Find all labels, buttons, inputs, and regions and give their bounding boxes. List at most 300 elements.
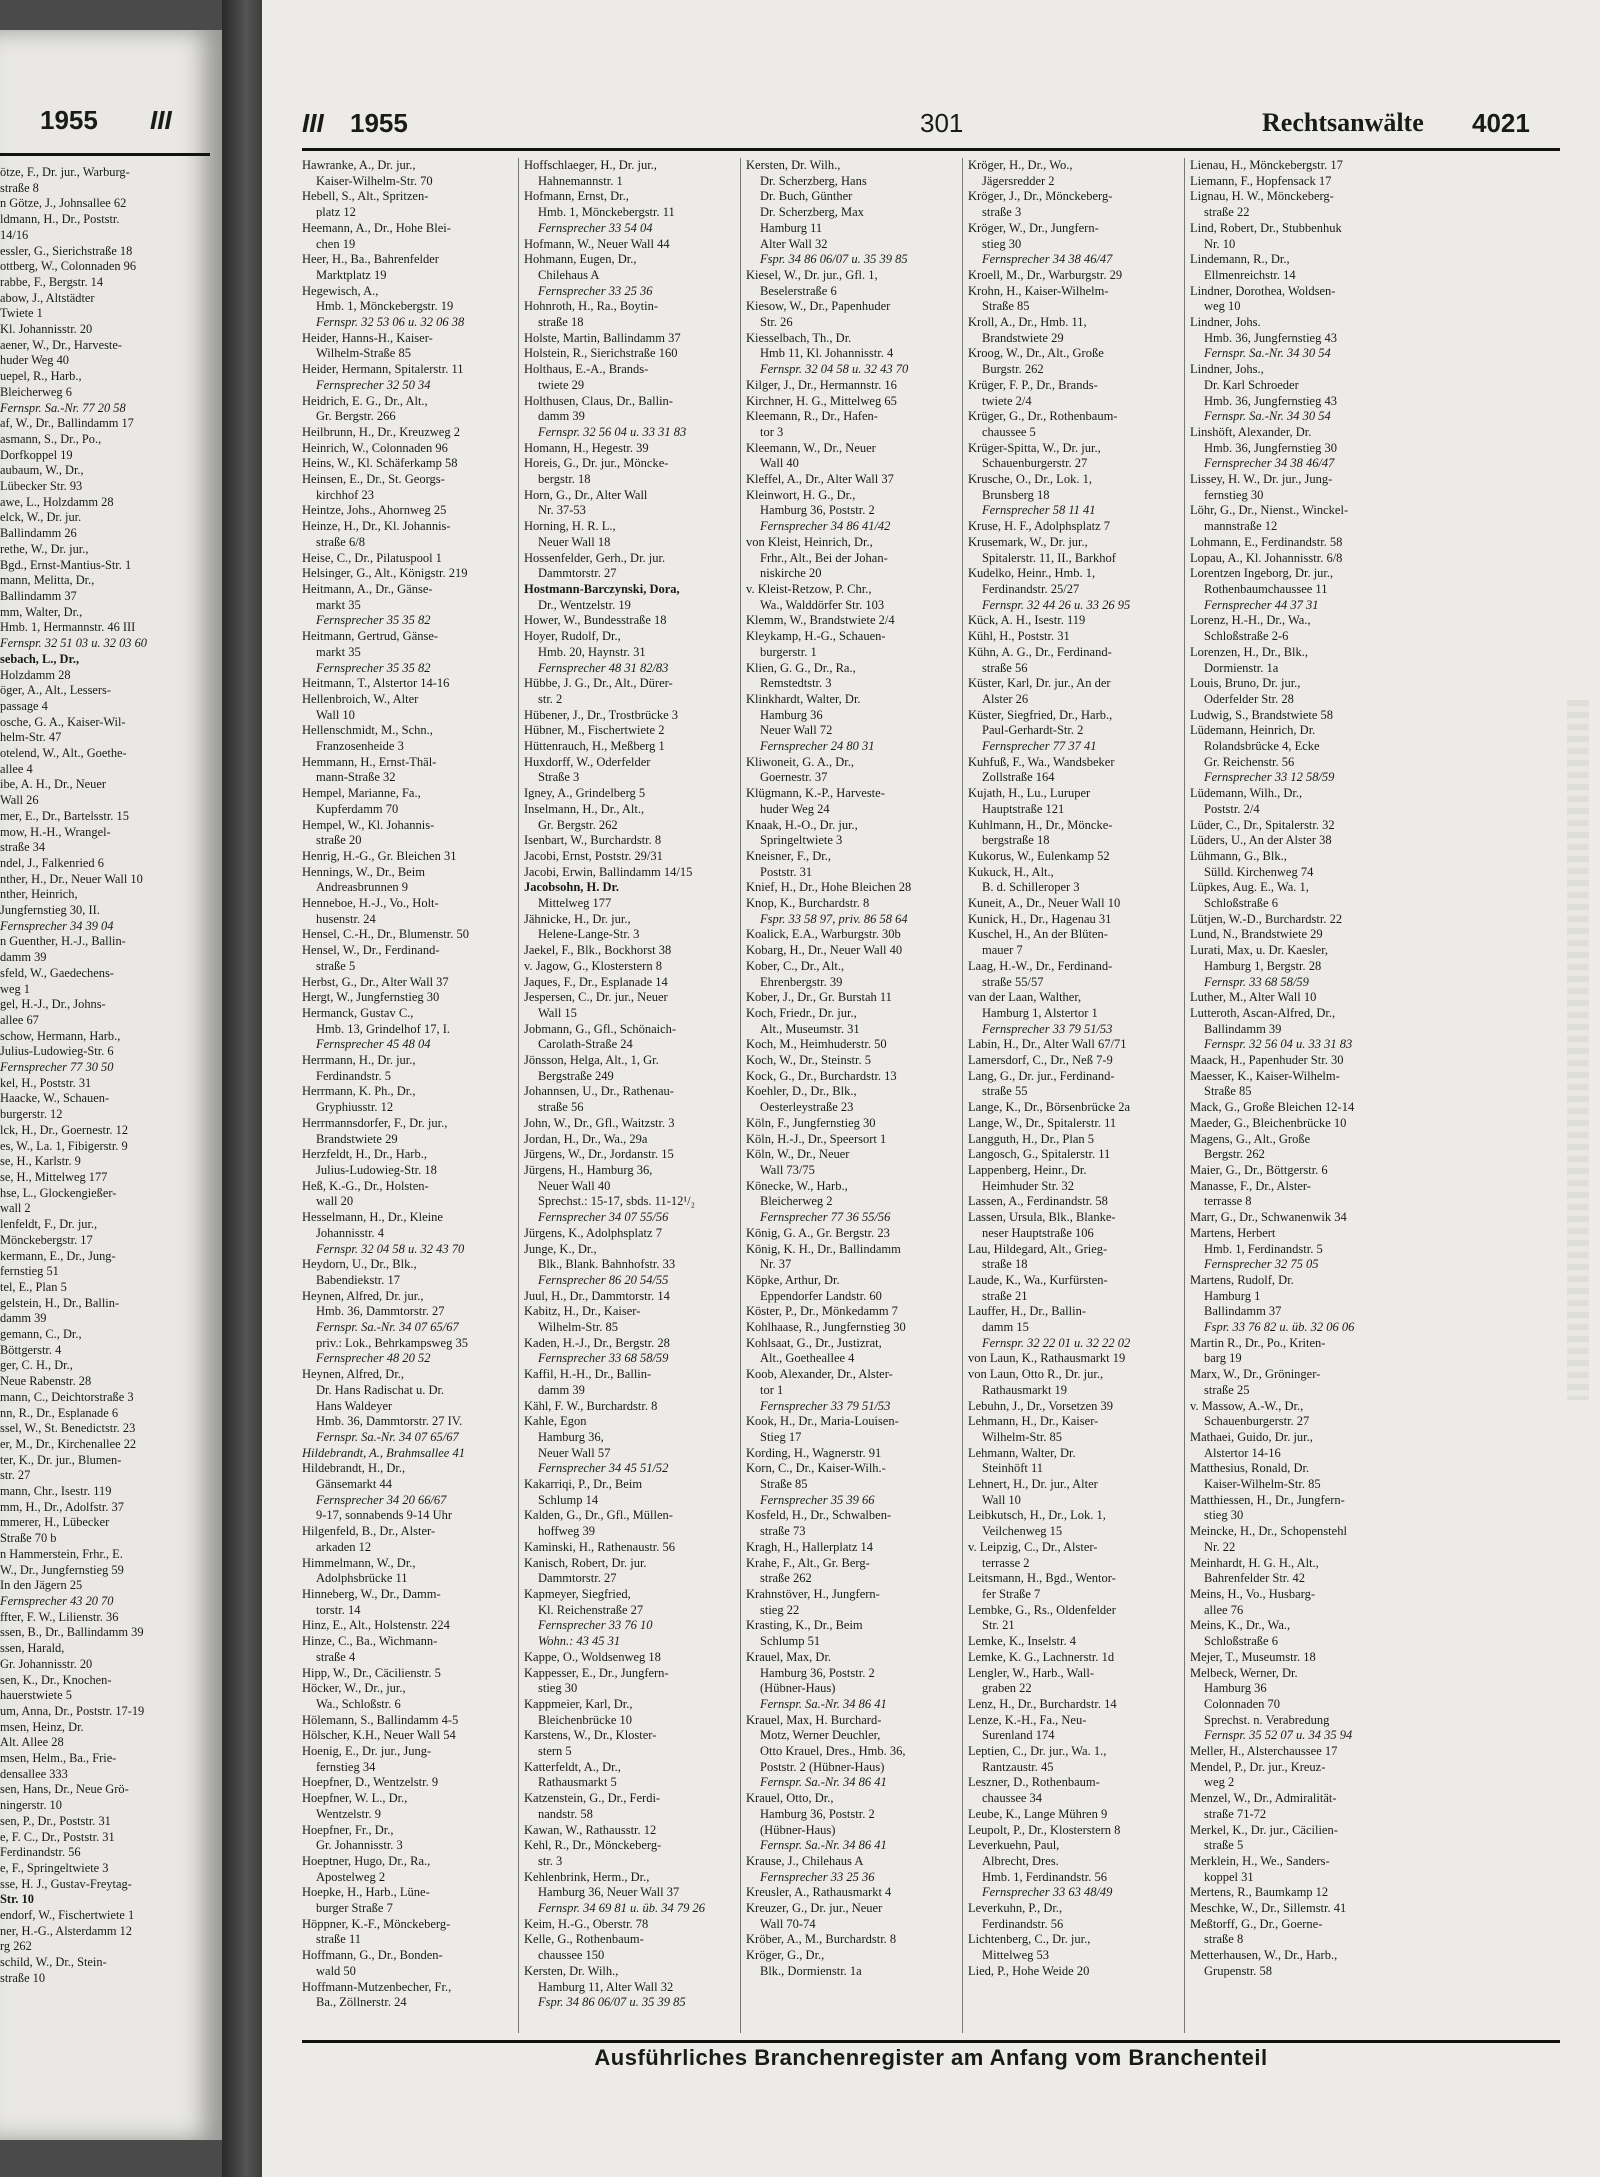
directory-entry-line: Hmb. 36, Jungfernstieg 43 bbox=[1204, 330, 1337, 345]
directory-entry-line: hse, L., Glockengießer- bbox=[0, 1185, 117, 1200]
directory-entry-line: Kreuzer, G., Dr. jur., Neuer bbox=[746, 1901, 883, 1916]
directory-entry-line: Koob, Alexander, Dr., Alster- bbox=[746, 1367, 893, 1382]
directory-entry-line: es, W., La. 1, Fibigerstr. 9 bbox=[0, 1138, 128, 1153]
directory-entry-line: Meßtorff, G., Dr., Goerne- bbox=[1190, 1916, 1323, 1931]
directory-entry-line: ffter, F. W., Lilienstr. 36 bbox=[0, 1609, 119, 1624]
directory-entry-line: stieg 30 bbox=[538, 1681, 578, 1696]
directory-entry-line: Jürgens, K., Adolphsplatz 7 bbox=[524, 1225, 662, 1240]
directory-entry-line: Straße 70 b bbox=[0, 1531, 57, 1546]
header-rule bbox=[302, 148, 1560, 151]
directory-entry-line: Köln, F., Jungfernstieg 30 bbox=[746, 1115, 876, 1130]
directory-entry-line: Hmb. 1, Mönckebergstr. 19 bbox=[316, 299, 454, 314]
directory-entry-line: Liemann, F., Hopfensack 17 bbox=[1190, 173, 1332, 188]
directory-entry-line: Hmb. 1, Ferdinandstr. 5 bbox=[1204, 1241, 1323, 1256]
directory-entry-line: Heinsen, E., Dr., St. Georgs- bbox=[302, 472, 445, 487]
directory-entry-line: Schauenburgerstr. 27 bbox=[1204, 1414, 1310, 1429]
directory-entry-line: ldmann, H., Dr., Poststr. bbox=[0, 212, 120, 227]
directory-entry-line: Wall 15 bbox=[538, 1005, 577, 1020]
directory-entry-line: Langosch, G., Spitalerstr. 11 bbox=[968, 1147, 1111, 1162]
directory-entry-line: straße 20 bbox=[316, 833, 362, 848]
directory-entry-line: Herzfeldt, H., Dr., Harb., bbox=[302, 1147, 427, 1162]
directory-entry-line: Meins, K., Dr., Wa., bbox=[1190, 1618, 1291, 1633]
directory-entry-line: Jordan, H., Dr., Wa., 29a bbox=[524, 1131, 648, 1146]
directory-entry-line: stieg 30 bbox=[1204, 1508, 1244, 1523]
directory-entry-line: Fernsprecher 44 37 31 bbox=[1204, 597, 1319, 612]
directory-entry-line: Fernsprecher 48 31 82/83 bbox=[538, 660, 669, 675]
directory-entry-line: Wa., Schloßstr. 6 bbox=[316, 1696, 401, 1711]
directory-entry-line: n Guenther, H.-J., Ballin- bbox=[0, 934, 126, 949]
directory-entry-line: Hoepfner, Fr., Dr., bbox=[302, 1822, 394, 1837]
directory-entry-line: Hamburg 36, Neuer Wall 37 bbox=[538, 1885, 680, 1900]
directory-entry-line: nther, H., Dr., Neuer Wall 10 bbox=[0, 871, 143, 886]
directory-entry-line: straße 73 bbox=[760, 1524, 806, 1539]
directory-entry-line: Kawan, W., Rathausstr. 12 bbox=[524, 1822, 657, 1837]
directory-entry-line: Krüger, F. P., Dr., Brands- bbox=[968, 377, 1098, 392]
directory-entry-line: (Hübner-Haus) bbox=[760, 1822, 836, 1837]
directory-entry-line: str. 2 bbox=[538, 691, 563, 706]
directory-entry-line: Ballindamm 37 bbox=[0, 588, 77, 603]
directory-entry-line: Fernsprecher 33 63 48/49 bbox=[982, 1885, 1113, 1900]
directory-entry-line: straße 5 bbox=[1204, 1838, 1244, 1853]
directory-entry-line: mann, C., Deichtorstraße 3 bbox=[0, 1389, 134, 1404]
directory-entry-line: Juul, H., Dr., Dammtorstr. 14 bbox=[524, 1288, 670, 1303]
directory-entry-line: mer, E., Dr., Bartelsstr. 15 bbox=[0, 808, 129, 823]
directory-entry-line: Lange, W., Dr., Spitalerstr. 11 bbox=[968, 1115, 1117, 1130]
directory-entry-line: Louis, Bruno, Dr. jur., bbox=[1190, 676, 1301, 691]
directory-entry-line: Fernspr. Sa.-Nr. 34 86 41 bbox=[760, 1696, 887, 1711]
directory-entry-line: fernstieg 30 bbox=[1204, 487, 1264, 502]
directory-entry-line: Lemke, K., Inselstr. 4 bbox=[968, 1634, 1076, 1649]
directory-entry-line: Alter Wall 32 bbox=[760, 236, 828, 251]
directory-entry-line: Hamburg 11, Alter Wall 32 bbox=[538, 1979, 674, 1994]
directory-entry-line: Heins, W., Kl. Schäferkamp 58 bbox=[302, 456, 458, 471]
directory-entry-line: Lurati, Max, u. Dr. Kaesler, bbox=[1190, 943, 1329, 958]
directory-entry-line: Kohlsaat, G., Dr., Justizrat, bbox=[746, 1335, 882, 1350]
directory-entry-line: Hildebrandt, H., Dr., bbox=[302, 1461, 406, 1476]
directory-entry-line: Schlump 51 bbox=[760, 1634, 821, 1649]
directory-entry-line: Lied, P., Hohe Weide 20 bbox=[968, 1963, 1090, 1978]
directory-entry-line: Fernsprecher 33 12 58/59 bbox=[1204, 770, 1335, 785]
directory-entry-line: Wilhelm-Str. 85 bbox=[538, 1320, 619, 1335]
directory-entry-line: Meincke, H., Dr., Schopenstehl bbox=[1190, 1524, 1347, 1539]
directory-entry-line: Fspr. 33 76 82 u. üb. 32 06 06 bbox=[1204, 1320, 1355, 1335]
directory-entry-line: Bleichenbrücke 10 bbox=[538, 1712, 633, 1727]
directory-entry-line: Poststr. 2/4 bbox=[1204, 801, 1260, 816]
directory-entry-line: Katzenstein, G., Dr., Ferdi- bbox=[524, 1791, 661, 1806]
directory-entry-line: Fspr. 34 86 06/07 u. 35 39 85 bbox=[760, 252, 908, 267]
directory-entry-line: Koch, M., Heimhuderstr. 50 bbox=[746, 1037, 887, 1052]
directory-entry-line: e, F. C., Dr., Poststr. 31 bbox=[0, 1829, 115, 1844]
directory-entry-line: Ba., Zöllnerstr. 24 bbox=[316, 1995, 407, 2010]
directory-entry-line: Klinkhardt, Walter, Dr. bbox=[746, 691, 861, 706]
directory-entry-line: Sprechst.: 15-17, sbds. 11-12¹/₂ bbox=[538, 1194, 695, 1209]
directory-entry-line: bergstr. 18 bbox=[538, 472, 591, 487]
directory-entry-line: Hoepfner, D., Wentzelstr. 9 bbox=[302, 1775, 439, 1790]
directory-entry-line: Brandstwiete 29 bbox=[982, 330, 1064, 345]
directory-entry-line: Gr. Bergstr. 266 bbox=[316, 409, 396, 424]
directory-entry-line: niskirche 20 bbox=[760, 566, 822, 581]
directory-entry-line: ssen, Harald, bbox=[0, 1641, 65, 1656]
directory-entry-line: Hempel, W., Kl. Johannis- bbox=[302, 817, 435, 832]
directory-entry-line: Lauffer, H., Dr., Ballin- bbox=[968, 1304, 1086, 1319]
directory-entry-line: Kording, H., Wagnerstr. 91 bbox=[746, 1445, 882, 1460]
directory-entry-line: Heinrich, W., Colonnaden 96 bbox=[302, 440, 448, 455]
directory-entry-line: Lindner, Johs., bbox=[1190, 362, 1264, 377]
directory-entry-line: Mertens, R., Baumkamp 12 bbox=[1190, 1885, 1329, 1900]
directory-entry-line: Meins, H., Vo., Husbarg- bbox=[1190, 1586, 1316, 1601]
directory-entry-line: Fernspr. 32 56 04 u. 33 31 83 bbox=[538, 424, 687, 439]
directory-entry-line: Hmb. 1, Mönckebergstr. 11 bbox=[538, 205, 675, 220]
directory-entry-line: Krauel, Max, Dr. bbox=[746, 1649, 832, 1664]
directory-entry-line: Ferdinandstr. 5 bbox=[316, 1068, 391, 1083]
directory-entry-line: Kuschel, H., An der Blüten- bbox=[968, 927, 1108, 942]
directory-entry-line: rabbe, F., Bergstr. 14 bbox=[0, 274, 104, 289]
directory-entry-line: Jacobi, Ernst, Poststr. 29/31 bbox=[524, 848, 663, 863]
directory-entry-line: mmerer, H., Lübecker bbox=[0, 1515, 110, 1530]
directory-entry-line: mann, Melitta, Dr., bbox=[0, 573, 95, 588]
directory-entry-line: ssel, W., St. Benedictstr. 23 bbox=[0, 1421, 136, 1436]
directory-entry-line: Poststr. 2 (Hübner-Haus) bbox=[760, 1759, 885, 1774]
directory-entry-line: weg 2 bbox=[1204, 1775, 1235, 1790]
directory-entry-line: Wall 10 bbox=[316, 707, 355, 722]
directory-entry-line: Beselerstraße 6 bbox=[760, 283, 837, 298]
directory-entry-line: Fernsprecher 33 79 51/53 bbox=[760, 1398, 891, 1413]
directory-column-2 bbox=[524, 158, 736, 2011]
directory-entry-line: Kröger, J., Dr., Mönckeberg- bbox=[968, 189, 1113, 204]
directory-entry-line: damm 39 bbox=[538, 1382, 585, 1397]
directory-entry-line: markt 35 bbox=[316, 644, 361, 659]
directory-entry-line: Hüttenrauch, H., Meßberg 1 bbox=[524, 739, 665, 754]
directory-entry-line: Hipp, W., Dr., Cäcilienstr. 5 bbox=[302, 1665, 441, 1680]
directory-entry-line: Fernsprecher 58 11 41 bbox=[982, 503, 1096, 518]
directory-entry-line: fer Straße 7 bbox=[982, 1586, 1041, 1601]
directory-entry-line: Wilhelm-Straße 85 bbox=[316, 346, 411, 361]
directory-entry-line: Himmelmann, W., Dr., bbox=[302, 1555, 416, 1570]
directory-entry-line: Mathaei, Guido, Dr. jur., bbox=[1190, 1429, 1313, 1444]
directory-entry-line: Holzdamm 28 bbox=[0, 667, 71, 682]
directory-entry-line: Adolphsbrücke 11 bbox=[316, 1571, 408, 1586]
directory-entry-line: Mönckebergstr. 17 bbox=[0, 1232, 93, 1247]
directory-entry-line: Karstens, W., Dr., Kloster- bbox=[524, 1728, 657, 1743]
directory-entry-line: Wall 26 bbox=[0, 793, 39, 808]
footer-rule bbox=[302, 2040, 1560, 2043]
directory-entry-line: Koch, Friedr., Dr. jur., bbox=[746, 1005, 857, 1020]
directory-entry-line: Löhr, G., Dr., Nienst., Winckel- bbox=[1190, 503, 1349, 518]
directory-entry-line: se, H., Karlstr. 9 bbox=[0, 1154, 81, 1169]
directory-entry-line: allee 4 bbox=[0, 761, 33, 776]
directory-entry-line: Gryphiusstr. 12 bbox=[316, 1100, 394, 1115]
directory-entry-line: Kleykamp, H.-G., Schauen- bbox=[746, 629, 886, 644]
directory-entry-line: sse, H. J., Gustav-Freytag- bbox=[0, 1876, 132, 1891]
directory-entry-line: rethe, W., Dr. jur., bbox=[0, 541, 89, 556]
directory-entry-line: Jähnicke, H., Dr. jur., bbox=[524, 911, 631, 926]
directory-entry-line: Herrmann, K. Ph., Dr., bbox=[302, 1084, 416, 1099]
directory-entry-line: Wentzelstr. 9 bbox=[316, 1806, 381, 1821]
directory-entry-line: König, G. A., Gr. Bergstr. 23 bbox=[746, 1225, 890, 1240]
directory-entry-line: Fernsprecher 33 79 51/53 bbox=[982, 1021, 1113, 1036]
directory-entry-line: Matthiessen, H., Dr., Jungfern- bbox=[1190, 1492, 1345, 1507]
directory-entry-line: Lenz, H., Dr., Burchardstr. 14 bbox=[968, 1696, 1117, 1711]
directory-entry-line: Fernsprecher 77 36 55/56 bbox=[760, 1210, 891, 1225]
directory-entry-line: straße 8 bbox=[0, 180, 39, 195]
directory-entry-line: Otto Krauel, Dres., Hmb. 36, bbox=[760, 1744, 906, 1759]
directory-entry-line: Heitmann, Gertrud, Gänse- bbox=[302, 629, 439, 644]
directory-entry-line: Hossenfelder, Gerh., Dr. jur. bbox=[524, 550, 666, 565]
directory-entry-line: Fspr. 33 58 97, priv. 86 58 64 bbox=[760, 911, 908, 926]
directory-entry-line: schild, W., Dr., Stein- bbox=[0, 1955, 107, 1970]
directory-entry-line: Metterhausen, W., Dr., Harb., bbox=[1190, 1948, 1338, 1963]
directory-entry-line: straße 34 bbox=[0, 840, 46, 855]
directory-entry-line: Fernsprecher 45 48 04 bbox=[316, 1037, 431, 1052]
directory-entry-line: Wall 40 bbox=[760, 456, 799, 471]
directory-entry-line: Kirchner, H. G., Mittelweg 65 bbox=[746, 393, 897, 408]
directory-entry-line: 14/16 bbox=[0, 227, 29, 242]
directory-entry-line: Schloßstraße 6 bbox=[1204, 1634, 1278, 1649]
directory-entry-line: Lang, G., Dr. jur., Ferdinand- bbox=[968, 1068, 1115, 1083]
directory-entry-line: Holstein, R., Sierichstraße 160 bbox=[524, 346, 678, 361]
directory-entry-line: Hilgenfeld, B., Dr., Alster- bbox=[302, 1524, 436, 1539]
directory-entry-line: Dr. Karl Schroeder bbox=[1204, 377, 1299, 392]
directory-entry-line: Martin R., Dr., Po., Kriten- bbox=[1190, 1335, 1326, 1350]
directory-entry-line: Schlump 14 bbox=[538, 1492, 599, 1507]
directory-entry-line: kirchhof 23 bbox=[316, 487, 374, 502]
directory-entry-line: ottberg, W., Colonnaden 96 bbox=[0, 259, 137, 274]
directory-entry-line: Schauenburgerstr. 27 bbox=[982, 456, 1088, 471]
directory-entry-line: Dormienstr. 1a bbox=[1204, 660, 1279, 675]
directory-entry-line: Fspr. 34 86 06/07 u. 35 39 85 bbox=[538, 1995, 686, 2010]
directory-entry-line: von Laun, Otto R., Dr. jur., bbox=[968, 1367, 1104, 1382]
directory-entry-line: Fernspr. Sa.-Nr. 34 30 54 bbox=[1204, 346, 1331, 361]
directory-entry-line: Lassen, A., Ferdinandstr. 58 bbox=[968, 1194, 1108, 1209]
directory-entry-line: mann, Chr., Isestr. 119 bbox=[0, 1484, 112, 1499]
directory-entry-line: Kapmeyer, Siegfried, bbox=[524, 1586, 631, 1601]
directory-entry-line: Kersten, Dr. Wilh., bbox=[746, 158, 841, 172]
directory-entry-line: Hempel, Marianne, Fa., bbox=[302, 786, 421, 801]
directory-entry-line: straße 4 bbox=[316, 1649, 356, 1664]
directory-entry-line: sen, P., Dr., Poststr. 31 bbox=[0, 1813, 111, 1828]
directory-entry-line: chaussee 150 bbox=[538, 1948, 605, 1963]
directory-entry-line: Koehler, D., Dr., Blk., bbox=[746, 1084, 857, 1099]
directory-entry-line: Jaekel, F., Blk., Bockhorst 38 bbox=[524, 943, 672, 958]
header-code: 4021 bbox=[1472, 108, 1530, 138]
right-page bbox=[262, 0, 1600, 2177]
directory-entry-line: essler, G., Sierichstraße 18 bbox=[0, 243, 133, 258]
directory-entry-line: Lehmann, Walter, Dr. bbox=[968, 1445, 1076, 1460]
directory-entry-line: Heer, H., Ba., Bahrenfelder bbox=[302, 252, 439, 267]
directory-entry-line: Jürgens, H., Hamburg 36, bbox=[524, 1163, 653, 1177]
directory-entry-line: Heynen, Alfred, Dr., bbox=[302, 1367, 405, 1382]
directory-column-5 bbox=[1190, 158, 1420, 1980]
directory-entry-line: Rathausmarkt 5 bbox=[538, 1775, 617, 1790]
directory-entry-line: Dr. Scherzberg, Hans bbox=[760, 173, 867, 188]
column-separator bbox=[962, 158, 963, 2033]
directory-entry-line: Kähl, F. W., Burchardstr. 8 bbox=[524, 1398, 658, 1413]
directory-entry-line: Lichtenberg, C., Dr. jur., bbox=[968, 1932, 1091, 1947]
directory-entry-line: Stieg 17 bbox=[760, 1429, 802, 1444]
directory-entry-line: Horeis, G., Dr. jur., Möncke- bbox=[524, 456, 669, 471]
directory-entry-line: Kl. Reichenstraße 27 bbox=[538, 1602, 644, 1617]
directory-entry-line: Hildebrandt, A., Brahmsallee 41 bbox=[302, 1445, 465, 1460]
directory-entry-line: Fernspr. 35 52 07 u. 34 35 94 bbox=[1204, 1728, 1353, 1743]
directory-entry-line: lenfeldt, F., Dr. jur., bbox=[0, 1217, 98, 1232]
directory-entry-line: Carolath-Straße 24 bbox=[538, 1037, 633, 1052]
directory-entry-line: Laag, H.-W., Dr., Ferdinand- bbox=[968, 958, 1113, 973]
directory-entry-line: Gänsemarkt 44 bbox=[316, 1477, 393, 1492]
directory-entry-line: Bgd., Ernst-Mantius-Str. 1 bbox=[0, 557, 132, 572]
directory-entry-line: Helsinger, G., Alt., Königstr. 219 bbox=[302, 566, 468, 581]
directory-entry-line: Babendiekstr. 17 bbox=[316, 1272, 401, 1287]
directory-entry-line: Krahnstöver, H., Jungfern- bbox=[746, 1586, 880, 1601]
directory-entry-line: Kuhlmann, H., Dr., Möncke- bbox=[968, 817, 1113, 832]
directory-entry-line: Julius-Ludowieg-Str. 18 bbox=[316, 1163, 437, 1177]
directory-entry-line: Mendel, P., Dr. jur., Kreuz- bbox=[1190, 1759, 1326, 1774]
directory-entry-line: Henrig, H.-G., Gr. Bleichen 31 bbox=[302, 848, 457, 863]
directory-entry-line: Dr., Wentzelstr. 19 bbox=[538, 597, 631, 612]
directory-entry-line: Lamersdorf, C., Dr., Neß 7-9 bbox=[968, 1053, 1113, 1068]
left-page-volume: III bbox=[150, 105, 172, 135]
directory-entry-line: ner, H.-G., Alsterdamm 12 bbox=[0, 1923, 132, 1938]
left-page-header-rule bbox=[0, 153, 210, 156]
directory-entry-line: Langguth, H., Dr., Plan 5 bbox=[968, 1131, 1095, 1146]
directory-entry-line: Hamburg 36 bbox=[1204, 1681, 1267, 1696]
directory-entry-line: Leupolt, P., Dr., Klosterstern 8 bbox=[968, 1822, 1121, 1837]
directory-entry-line: Kiesel, W., Dr. jur., Gfl. 1, bbox=[746, 267, 878, 282]
directory-entry-line: markt 35 bbox=[316, 597, 361, 612]
directory-entry-line: B. d. Schilleroper 3 bbox=[982, 880, 1080, 895]
directory-entry-line: Kober, J., Dr., Gr. Burstah 11 bbox=[746, 990, 892, 1005]
directory-entry-line: Lissey, H. W., Dr. jur., Jung- bbox=[1190, 472, 1333, 487]
directory-entry-line: Menzel, W., Dr., Admiralität- bbox=[1190, 1791, 1337, 1806]
directory-entry-line: Fernspr. Sa.-Nr. 34 86 41 bbox=[760, 1838, 887, 1853]
directory-entry-line: Heider, Hanns-H., Kaiser- bbox=[302, 330, 433, 345]
directory-column-1 bbox=[302, 158, 514, 2011]
directory-entry-line: Melbeck, Werner, Dr. bbox=[1190, 1665, 1298, 1680]
directory-entry-line: damm 39 bbox=[538, 409, 585, 424]
directory-entry-line: straße 25 bbox=[1204, 1382, 1250, 1397]
directory-entry-line: otelend, W., Alt., Goethe- bbox=[0, 746, 127, 761]
directory-entry-line: wall 2 bbox=[0, 1201, 31, 1216]
directory-entry-line: Merkel, K., Dr. jur., Cäcilien- bbox=[1190, 1822, 1338, 1837]
directory-entry-line: Oderfelder Str. 28 bbox=[1204, 691, 1294, 706]
directory-entry-line: neser Hauptstraße 106 bbox=[982, 1225, 1094, 1240]
directory-entry-line: Julius-Ludowieg-Str. 6 bbox=[0, 1044, 114, 1059]
directory-entry-line: Hebell, S., Alt., Spritzen- bbox=[302, 189, 429, 204]
directory-entry-line: Fernspr. 32 51 03 u. 32 03 60 bbox=[0, 636, 147, 651]
directory-entry-line: Helene-Lange-Str. 3 bbox=[538, 927, 640, 942]
directory-entry-line: Fernsprecher 35 35 82 bbox=[316, 613, 431, 628]
directory-entry-line: Hölscher, K.H., Neuer Wall 54 bbox=[302, 1728, 456, 1743]
directory-entry-line: mow, H.-H., Wrangel- bbox=[0, 824, 111, 839]
directory-entry-line: Ballindamm 26 bbox=[0, 526, 77, 541]
directory-entry-line: Kaminski, H., Rathenaustr. 56 bbox=[524, 1539, 676, 1554]
directory-entry-line: Kuhfuß, F., Wa., Wandsbeker bbox=[968, 754, 1115, 769]
directory-entry-line: Lüders, U., An der Alster 38 bbox=[1190, 833, 1332, 848]
directory-entry-line: lck, H., Dr., Goernestr. 12 bbox=[0, 1122, 129, 1137]
directory-entry-line: In den Jägern 25 bbox=[0, 1578, 83, 1593]
directory-entry-line: twiete 2/4 bbox=[982, 393, 1032, 408]
directory-entry-line: Korn, C., Dr., Kaiser-Wilh.- bbox=[746, 1461, 886, 1476]
directory-entry-line: Leszner, D., Rothenbaum- bbox=[968, 1775, 1100, 1790]
directory-entry-line: Ellmenreichstr. 14 bbox=[1204, 267, 1296, 282]
directory-entry-line: Lüdemann, Wilh., Dr., bbox=[1190, 786, 1303, 801]
directory-entry-line: Str. 10 bbox=[0, 1892, 34, 1907]
directory-entry-line: Alstertor 14-16 bbox=[1204, 1445, 1281, 1460]
directory-entry-line: helm-Str. 47 bbox=[0, 730, 62, 745]
directory-entry-line: mauer 7 bbox=[982, 943, 1023, 958]
directory-entry-line: Ferdinandstr. 25/27 bbox=[982, 581, 1080, 596]
directory-entry-line: Laude, K., Wa., Kurfürsten- bbox=[968, 1272, 1108, 1287]
directory-entry-line: ningerstr. 10 bbox=[0, 1798, 62, 1813]
directory-entry-line: Wall 10 bbox=[982, 1492, 1021, 1507]
directory-entry-line: Rathausmarkt 19 bbox=[982, 1382, 1068, 1397]
directory-entry-line: Isenbart, W., Burchardstr. 8 bbox=[524, 833, 662, 848]
directory-entry-line: Lengler, W., Harb., Wall- bbox=[968, 1665, 1095, 1680]
directory-entry-line: schow, Hermann, Harb., bbox=[0, 1028, 121, 1043]
directory-entry-line: Lopau, A., Kl. Johannisstr. 6/8 bbox=[1190, 550, 1343, 565]
directory-entry-line: Kroell, M., Dr., Warburgstr. 29 bbox=[968, 267, 1123, 282]
directory-entry-line: Heidrich, E. G., Dr., Alt., bbox=[302, 393, 428, 408]
directory-entry-line: Sülld. Kirchenweg 74 bbox=[1204, 864, 1314, 879]
directory-entry-line: Hamburg 36 bbox=[760, 707, 823, 722]
directory-entry-line: Hoeptner, Hugo, Dr., Ra., bbox=[302, 1853, 431, 1868]
directory-entry-line: Meller, H., Alsterchaussee 17 bbox=[1190, 1744, 1338, 1759]
directory-entry-line: Straße 85 bbox=[760, 1477, 808, 1492]
directory-entry-line: Köster, P., Dr., Mönkedamm 7 bbox=[746, 1304, 898, 1319]
directory-entry-line: Kuneit, A., Dr., Neuer Wall 10 bbox=[968, 896, 1121, 911]
directory-entry-line: torstr. 14 bbox=[316, 1602, 361, 1617]
directory-entry-line: sfeld, W., Gaedechens- bbox=[0, 965, 114, 980]
directory-entry-line: Franzosenheide 3 bbox=[316, 739, 404, 754]
directory-entry-line: Fernspr. Sa.-Nr. 34 86 41 bbox=[760, 1775, 887, 1790]
directory-entry-line: hoffweg 39 bbox=[538, 1524, 596, 1539]
directory-entry-line: Kliwoneit, G. A., Dr., bbox=[746, 754, 854, 769]
directory-entry-line: Heinze, H., Dr., Kl. Johannis- bbox=[302, 519, 451, 534]
directory-entry-line: Hegewisch, A., bbox=[302, 283, 379, 298]
directory-entry-line: Höcker, W., Dr., jur., bbox=[302, 1681, 406, 1696]
directory-entry-line: Marktplatz 19 bbox=[316, 267, 387, 282]
directory-entry-line: Krusche, O., Dr., Lok. 1, bbox=[968, 472, 1092, 487]
directory-entry-line: Klügmann, K.-P., Harveste- bbox=[746, 786, 885, 801]
directory-entry-line: wall 20 bbox=[316, 1194, 354, 1209]
directory-entry-line: Blk., Dormienstr. 1a bbox=[760, 1963, 862, 1978]
directory-entry-line: Dr. Buch, Günther bbox=[760, 189, 853, 204]
directory-entry-line: Lemke, K. G., Lachnerstr. 1d bbox=[968, 1649, 1115, 1664]
directory-entry-line: Heilbrunn, H., Dr., Kreuzweg 2 bbox=[302, 424, 460, 439]
directory-entry-line: Hamburg 36, Poststr. 2 bbox=[760, 503, 875, 518]
directory-entry-line: Fernspr. Sa.-Nr. 34 07 65/67 bbox=[316, 1429, 459, 1444]
directory-entry-line: straße 3 bbox=[982, 205, 1022, 220]
directory-entry-line: Leitsmann, H., Bgd., Wentor- bbox=[968, 1571, 1116, 1586]
directory-entry-line: Fernsprecher 33 54 04 bbox=[538, 220, 653, 235]
directory-entry-line: Hübbe, J. G., Dr., Alt., Dürer- bbox=[524, 676, 673, 691]
directory-entry-line: Fernspr. 32 53 06 u. 32 06 38 bbox=[316, 315, 465, 330]
directory-entry-line: Maier, G., Dr., Böttgerstr. 6 bbox=[1190, 1163, 1328, 1177]
directory-entry-line: Wa., Walddörfer Str. 103 bbox=[760, 597, 885, 612]
directory-entry-line: Lange, K., Dr., Börsenbrücke 2a bbox=[968, 1100, 1131, 1115]
directory-entry-line: (Hübner-Haus) bbox=[760, 1681, 836, 1696]
directory-entry-line: Herrmannsdorfer, F., Dr. jur., bbox=[302, 1115, 448, 1130]
directory-entry-line: koppel 31 bbox=[1204, 1869, 1254, 1884]
directory-entry-line: Lorentzen Ingeborg, Dr. jur., bbox=[1190, 566, 1334, 581]
directory-entry-line: huder Weg 24 bbox=[760, 801, 830, 816]
directory-entry-line: Leverkuehn, Paul, bbox=[968, 1838, 1060, 1853]
directory-entry-line: Horn, G., Dr., Alter Wall bbox=[524, 487, 648, 502]
directory-entry-line: Hamburg 36, bbox=[538, 1429, 604, 1444]
directory-entry-line: Matthesius, Ronald, Dr. bbox=[1190, 1461, 1310, 1476]
directory-entry-line: Keim, H.-G., Oberstr. 78 bbox=[524, 1916, 649, 1931]
directory-entry-line: Kröber, A., M., Burchardstr. 8 bbox=[746, 1932, 897, 1947]
directory-entry-line: Kersten, Dr. Wilh., bbox=[524, 1963, 619, 1978]
